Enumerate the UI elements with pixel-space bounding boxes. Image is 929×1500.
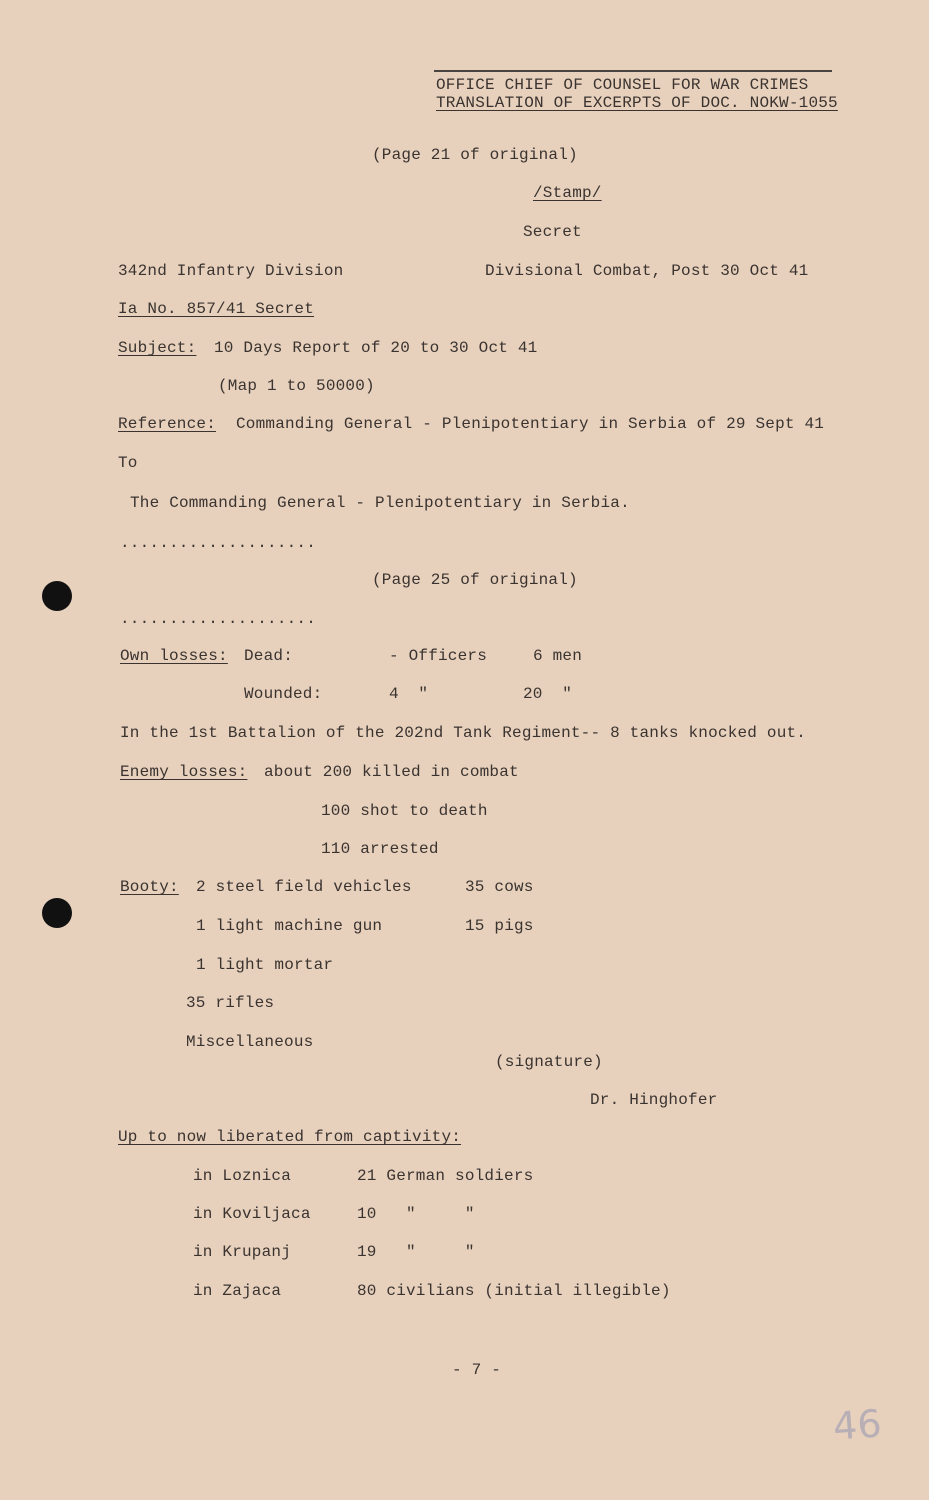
post-date: Divisional Combat, Post 30 Oct 41 (485, 262, 809, 280)
dead-label: Dead: (244, 647, 294, 665)
classification: Secret (523, 223, 582, 241)
header-line-2: TRANSLATION OF EXCERPTS OF DOC. NOKW-1055 (436, 94, 838, 112)
wounded-officers: 4 " (389, 685, 429, 703)
own-losses-label: Own losses: (120, 647, 228, 665)
liberated-count: 21 German soldiers (357, 1167, 534, 1185)
wounded-label: Wounded: (244, 685, 323, 703)
enemy-killed: about 200 killed in combat (264, 763, 519, 781)
punch-hole (42, 581, 72, 611)
page-reference-25: (Page 25 of original) (372, 571, 578, 589)
enemy-losses-label: Enemy losses: (120, 763, 248, 781)
liberated-count: 80 civilians (initial illegible) (357, 1282, 671, 1300)
booty-item: 2 steel field vehicles (196, 878, 412, 896)
ia-number: Ia No. 857/41 Secret (118, 300, 315, 318)
division-name: 342nd Infantry Division (118, 262, 344, 280)
booty-label: Booty: (120, 878, 179, 896)
page-reference-21: (Page 21 of original) (372, 146, 578, 164)
liberated-place: in Loznica (193, 1167, 292, 1185)
dot-separator-1: .................... (120, 534, 317, 552)
wounded-men: 20 " (523, 685, 573, 703)
to-label: To (118, 454, 138, 472)
enemy-shot: 100 shot to death (321, 802, 488, 820)
booty-item: 15 pigs (465, 917, 534, 935)
liberated-place: in Krupanj (193, 1243, 292, 1261)
liberated-count: 10 " " (357, 1205, 475, 1223)
addressee: The Commanding General - Plenipotentiary in Serbia. (130, 494, 630, 512)
booty-rifles: 35 rifles (186, 994, 275, 1012)
booty-item: 35 cows (465, 878, 534, 896)
handwritten-page-number: 46 (831, 1401, 884, 1449)
signer-name: Dr. Hinghofer (590, 1091, 718, 1109)
liberated-place: in Koviljaca (193, 1205, 311, 1223)
stamp-note: /Stamp/ (533, 184, 602, 202)
reference-label: Reference: (118, 415, 217, 433)
subject-label: Subject: (118, 339, 197, 357)
tank-line: In the 1st Battalion of the 202nd Tank Regiment-- 8 tanks knocked out. (120, 724, 807, 742)
header-line-1: OFFICE CHIEF OF COUNSEL FOR WAR CRIMES (436, 76, 809, 94)
reference-text: Commanding General - Plenipotentiary in Serbia of 29 Sept 41 (236, 415, 825, 433)
map-scale: (Map 1 to 50000) (218, 377, 375, 395)
dot-separator-2: .................... (120, 610, 317, 628)
liberated-label: Up to now liberated from captivity: (118, 1128, 462, 1146)
header-rule (434, 70, 832, 72)
liberated-count: 19 " " (357, 1243, 475, 1261)
liberated-place: in Zajaca (193, 1282, 282, 1300)
booty-item: 1 light machine gun (196, 917, 383, 935)
punch-hole (42, 898, 72, 928)
enemy-arrested: 110 arrested (321, 840, 439, 858)
booty-item: 1 light mortar (196, 956, 334, 974)
signature-note: (signature) (495, 1053, 603, 1071)
booty-misc: Miscellaneous (186, 1033, 314, 1051)
dead-men: 6 men (533, 647, 583, 665)
page-number: - 7 - (452, 1361, 502, 1379)
dead-officers: - Officers (389, 647, 488, 665)
subject-text: 10 Days Report of 20 to 30 Oct 41 (214, 339, 538, 357)
